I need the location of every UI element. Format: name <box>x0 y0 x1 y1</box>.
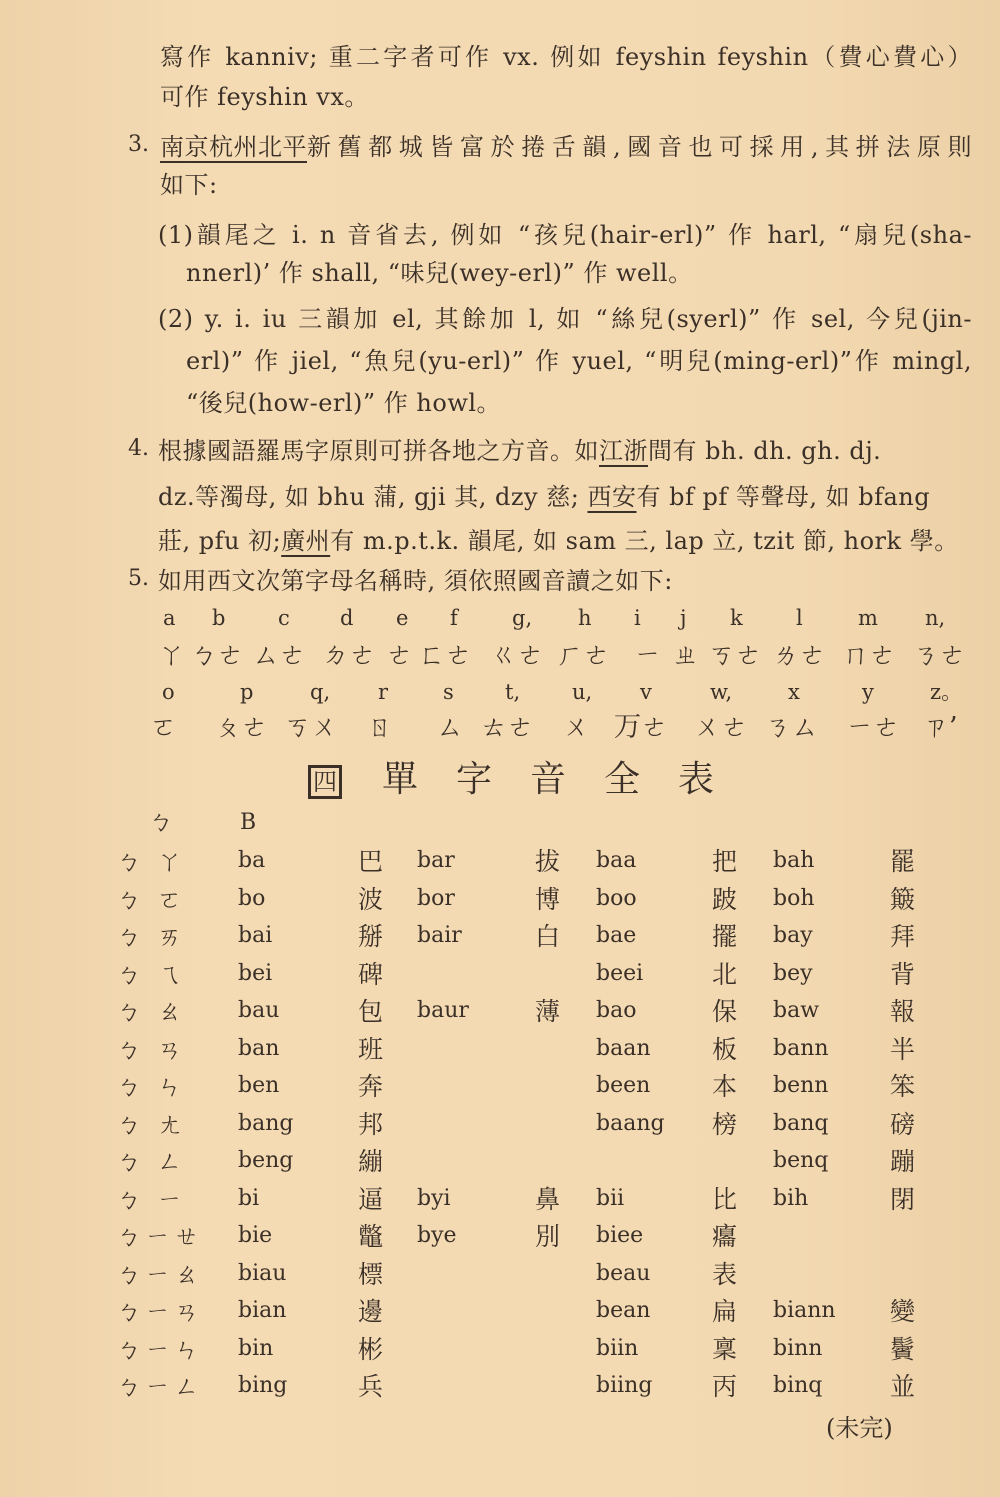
character-cell: 榜 <box>712 1109 738 1139</box>
roman-cell: bar <box>417 848 455 873</box>
roman-cell: bao <box>596 998 637 1023</box>
character-cell: 博 <box>535 884 561 914</box>
alphabet-letter: f <box>450 606 458 630</box>
character-cell: 鬢 <box>890 1334 916 1364</box>
section-number: 四 <box>308 765 342 799</box>
character-cell: 笨 <box>890 1072 916 1101</box>
character-cell: 彬 <box>358 1334 384 1364</box>
character-cell: 掰 <box>358 922 384 951</box>
roman-cell: byi <box>417 1185 451 1211</box>
text-line: 如下: <box>160 171 218 199</box>
bopomofo-cell: ㄅ ㄞ <box>116 922 186 951</box>
character-cell: 簸 <box>890 884 916 914</box>
to-be-continued-note: (未完) <box>826 1414 893 1442</box>
bopomofo-cell: ㄅㄧㄣ <box>116 1334 204 1364</box>
alphabet-letter: v <box>640 680 652 704</box>
text-line: 如用西文次第字母名稱時, 須依照國音讀之如下: <box>158 567 673 595</box>
roman-cell: biau <box>238 1260 287 1286</box>
text-span: 根據國語羅馬字原則可拼各地之方音。如 <box>158 437 599 465</box>
character-cell: 北 <box>712 959 738 989</box>
character-cell: 背 <box>890 959 916 989</box>
roman-cell: bih <box>773 1185 809 1211</box>
roman-cell: bey <box>773 960 813 986</box>
roman-cell: beei <box>596 960 644 986</box>
bopomofo-cell: ㄅ ㄠ <box>116 997 186 1026</box>
roman-cell: biin <box>596 1335 639 1361</box>
character-cell: 蹦 <box>890 1147 916 1176</box>
alphabet-letter: e <box>396 606 409 630</box>
roman-cell: biann <box>773 1298 836 1323</box>
alphabet-letter: p <box>240 680 254 704</box>
title-text: 單字音全表 <box>382 759 753 800</box>
alphabet-letter: r <box>378 680 389 704</box>
roman-cell: beng <box>238 1148 294 1173</box>
character-cell: 邊 <box>358 1297 384 1326</box>
alphabet-letter: t, <box>505 680 521 704</box>
alphabet-bopomofo: ㄧㄜ <box>846 712 900 743</box>
roman-cell: bie <box>238 1223 273 1248</box>
roman-cell: banq <box>773 1110 829 1136</box>
alphabet-bopomofo: ㄆㄜ <box>214 712 268 743</box>
character-cell: 跛 <box>712 884 738 914</box>
alphabet-bopomofo: ㄍㄜ <box>490 640 544 671</box>
bopomofo-cell: ㄅ ㄥ <box>116 1147 186 1176</box>
text-span: 有 bf pf 等聲母, 如 bfang <box>636 483 931 511</box>
alphabet-letter: d <box>340 606 354 630</box>
bopomofo-cell: ㄅ ㄣ <box>116 1072 186 1101</box>
bopomofo-cell: ㄅ ㄚ <box>116 847 186 876</box>
alphabet-bopomofo: ㄨ <box>563 712 590 743</box>
character-cell: 比 <box>712 1184 738 1214</box>
table-row <box>0 996 1000 1032</box>
roman-cell: biing <box>596 1373 653 1398</box>
bopomofo-cell: ㄅ ㄟ <box>116 959 186 989</box>
roman-cell: bang <box>238 1110 294 1136</box>
underlined-place-name: 江浙 <box>599 437 648 465</box>
alphabet-letter: y <box>862 680 874 704</box>
table-row <box>0 846 1000 882</box>
character-cell: 並 <box>890 1372 916 1401</box>
roman-cell: binn <box>773 1335 823 1361</box>
alphabet-letter: k <box>730 606 743 630</box>
roman-cell: ben <box>238 1073 280 1098</box>
alphabet-letter: a <box>163 606 176 630</box>
roman-cell: bai <box>238 923 273 948</box>
text-span: dz.等濁母, 如 bhu 蒲, gji 其, dzy 慈; <box>158 483 580 511</box>
text-span: 新舊都城皆富於捲舌韻,國音也可採用,其拼法原則 <box>307 133 972 161</box>
character-cell: 拔 <box>535 847 561 876</box>
alphabet-bopomofo: ㄗ’ <box>922 712 958 743</box>
table-row <box>0 1259 1000 1295</box>
alphabet-bopomofo: ㄇㄜ <box>842 640 896 671</box>
character-cell: 兵 <box>358 1372 384 1401</box>
alphabet-bopomofo: ㄛ <box>150 712 177 743</box>
roman-cell: boo <box>596 885 637 911</box>
item-number: 3. <box>128 132 149 157</box>
table-row <box>0 1221 1000 1257</box>
roman-cell: baang <box>596 1110 665 1136</box>
table-row <box>0 959 1000 995</box>
underlined-place-name: 西安 <box>587 483 637 511</box>
alphabet-bopomofo: ㄪㄜ <box>614 712 668 743</box>
character-cell: 逼 <box>358 1184 384 1214</box>
alphabet-bopomofo: ㄜ <box>386 640 413 671</box>
character-cell: 稟 <box>712 1334 738 1364</box>
item-number: 5. <box>128 566 149 591</box>
character-cell: 閉 <box>890 1184 916 1214</box>
roman-cell: baur <box>417 998 469 1023</box>
roman-cell: bin <box>238 1335 274 1361</box>
character-cell: 奔 <box>358 1072 384 1101</box>
alphabet-letter: n, <box>925 606 946 630</box>
character-cell: 班 <box>358 1034 384 1064</box>
roman-cell: binq <box>773 1373 823 1398</box>
bopomofo-cell: ㄅㄧㄠ <box>116 1259 204 1289</box>
alphabet-bopomofo: ㄈㄜ <box>418 640 472 671</box>
alphabet-letter: c <box>278 606 290 630</box>
roman-cell: bau <box>238 998 280 1023</box>
alphabet-bopomofo: ㄋㄙ <box>764 712 818 743</box>
character-cell: 邦 <box>358 1109 384 1139</box>
table-row <box>0 884 1000 920</box>
roman-cell: ba <box>238 848 266 873</box>
table-row <box>0 921 1000 957</box>
roman-cell: bae <box>596 923 637 948</box>
text-line: 可作 feyshin vx。 <box>160 83 369 111</box>
table-row <box>0 1146 1000 1182</box>
character-cell: 把 <box>712 847 738 876</box>
text-line: (2) y. i. iu 三韻加 el, 其餘加 l, 如 “絲兒(syerl)” 作 sel, 今兒(jin- <box>158 305 972 333</box>
text-span: 有 m.p.t.k. 韻尾, 如 sam 三, lap 立, tzit 節, hork 學。 <box>330 527 959 555</box>
alphabet-letter: q, <box>310 680 331 704</box>
bopomofo-cell: ㄅ ㄛ <box>116 884 186 914</box>
character-cell: 繃 <box>358 1147 384 1176</box>
alphabet-bopomofo: ㄉㄜ <box>322 640 376 671</box>
character-cell: 碑 <box>358 959 384 989</box>
character-cell: 磅 <box>890 1109 916 1139</box>
underlined-place-name: 廣州 <box>281 527 331 555</box>
table-row <box>0 1296 1000 1332</box>
header-bopomofo: ㄅ <box>148 807 174 836</box>
alphabet-bopomofo: ㄎㄨ <box>284 712 338 743</box>
character-cell: 罷 <box>890 847 916 876</box>
table-row <box>0 1334 1000 1370</box>
alphabet-letter: o <box>162 680 175 704</box>
character-cell: 保 <box>712 997 738 1026</box>
alphabet-letter: x <box>788 680 800 704</box>
text-line: (1)韻尾之 i. n 音省去, 例如 “孩兒(hair-erl)” 作 harl, “扇兒(sha- <box>158 221 972 249</box>
section-title <box>308 758 752 802</box>
roman-cell: baan <box>596 1035 651 1061</box>
alphabet-bopomofo: ㄙ <box>436 712 463 743</box>
roman-cell: bo <box>238 885 266 911</box>
roman-cell: boh <box>773 885 815 911</box>
item-number: 4. <box>128 436 149 461</box>
roman-cell: bay <box>773 923 813 948</box>
table-row <box>0 1071 1000 1107</box>
roman-cell: bean <box>596 1298 651 1323</box>
text-line: “後兒(how-erl)” 作 howl。 <box>186 389 502 417</box>
bopomofo-cell: ㄅ ㄤ <box>116 1109 186 1139</box>
text-line: nnerl)’ 作 shall, “味兒(wey-erl)” 作 well。 <box>186 259 693 287</box>
roman-cell: beau <box>596 1260 651 1286</box>
character-cell: 丙 <box>712 1372 738 1401</box>
roman-cell: bor <box>417 885 455 911</box>
alphabet-letter: j <box>680 606 687 630</box>
character-cell: 包 <box>358 997 384 1026</box>
roman-cell: baa <box>596 848 637 873</box>
roman-cell: ban <box>238 1035 280 1061</box>
roman-cell: been <box>596 1073 651 1098</box>
bopomofo-cell: ㄅ ㄢ <box>116 1034 186 1064</box>
roman-cell: bian <box>238 1298 287 1323</box>
alphabet-letter: z。 <box>930 680 963 704</box>
text-line <box>158 526 959 556</box>
character-cell: 薄 <box>535 997 561 1026</box>
text-line <box>158 482 930 512</box>
character-cell: 白 <box>535 922 561 951</box>
character-cell: 癟 <box>712 1222 738 1251</box>
alphabet-letter: g, <box>512 606 533 630</box>
header-roman: B <box>240 810 257 835</box>
roman-cell: bii <box>596 1185 625 1211</box>
table-row <box>0 1034 1000 1070</box>
character-cell: 本 <box>712 1072 738 1101</box>
character-cell: 扁 <box>712 1297 738 1326</box>
character-cell: 擺 <box>712 922 738 951</box>
character-cell: 標 <box>358 1259 384 1289</box>
roman-cell: bei <box>238 960 273 986</box>
alphabet-letter: s <box>443 680 454 704</box>
alphabet-bopomofo: ㄅㄜ <box>190 640 244 671</box>
bopomofo-cell: ㄅㄧㄝ <box>116 1222 204 1251</box>
alphabet-bopomofo: ㄓ <box>672 640 699 671</box>
roman-cell: bann <box>773 1035 829 1061</box>
roman-cell: bye <box>417 1223 457 1248</box>
character-cell: 拜 <box>890 922 916 951</box>
character-cell: 變 <box>890 1297 916 1326</box>
roman-cell: bi <box>238 1185 260 1211</box>
roman-cell: biee <box>596 1223 644 1248</box>
alphabet-bopomofo: ㄏㄜ <box>556 640 610 671</box>
alphabet-letter: l <box>796 606 803 630</box>
text-line <box>158 436 972 466</box>
text-span: 莊, pfu 初; <box>158 527 282 555</box>
table-row <box>0 1371 1000 1407</box>
table-row <box>0 1184 1000 1220</box>
alphabet-letter: b <box>212 606 226 630</box>
alphabet-letter: m <box>858 606 878 630</box>
character-cell: 板 <box>712 1034 738 1064</box>
bopomofo-cell: ㄅㄧㄥ <box>116 1372 204 1401</box>
roman-cell: baw <box>773 998 820 1023</box>
roman-cell: bing <box>238 1373 288 1398</box>
character-cell: 波 <box>358 884 384 914</box>
text-line: erl)” 作 jiel, “魚兒(yu-erl)” 作 yuel, “明兒(ming-erl)”作 mingl, <box>186 347 972 375</box>
roman-cell: bair <box>417 923 462 948</box>
bopomofo-cell: ㄅ ㄧ <box>116 1184 186 1214</box>
alphabet-letter: w, <box>710 680 733 704</box>
alphabet-bopomofo: ㄚ <box>158 640 185 671</box>
table-row <box>0 1109 1000 1145</box>
character-cell: 別 <box>535 1222 561 1251</box>
roman-cell: bah <box>773 848 815 873</box>
roman-cell: benq <box>773 1148 829 1173</box>
alphabet-bopomofo: ㄎㄜ <box>708 640 762 671</box>
bopomofo-cell: ㄅㄧㄢ <box>116 1297 204 1326</box>
alphabet-letter: h <box>578 606 592 630</box>
character-cell: 鼻 <box>535 1184 561 1214</box>
roman-cell: benn <box>773 1073 829 1098</box>
character-cell: 鼈 <box>358 1222 384 1251</box>
text-line <box>160 132 972 162</box>
alphabet-bopomofo: ㄋㄜ <box>912 640 966 671</box>
text-line: 寫作 kanniv; 重二字者可作 vx. 例如 feyshin feyshin（費心費心） <box>160 43 972 71</box>
alphabet-bopomofo: ㄙㄜ <box>252 640 306 671</box>
alphabet-bopomofo: ㄖ <box>366 712 393 743</box>
text-span: 間有 bh. dh. gh. dj. <box>648 437 882 465</box>
character-cell: 報 <box>890 997 916 1026</box>
character-cell: 半 <box>890 1034 916 1064</box>
alphabet-bopomofo: ㄨㄜ <box>694 712 748 743</box>
character-cell: 巴 <box>358 847 384 876</box>
character-cell: 表 <box>712 1259 738 1289</box>
alphabet-bopomofo: ㄊㄜ <box>480 712 534 743</box>
alphabet-bopomofo: ㄌㄜ <box>772 640 826 671</box>
alphabet-letter: i <box>634 606 641 630</box>
alphabet-letter: u, <box>572 680 593 704</box>
underlined-place-names: 南京杭州北平 <box>160 133 307 161</box>
alphabet-bopomofo: ㄧ <box>634 640 661 671</box>
